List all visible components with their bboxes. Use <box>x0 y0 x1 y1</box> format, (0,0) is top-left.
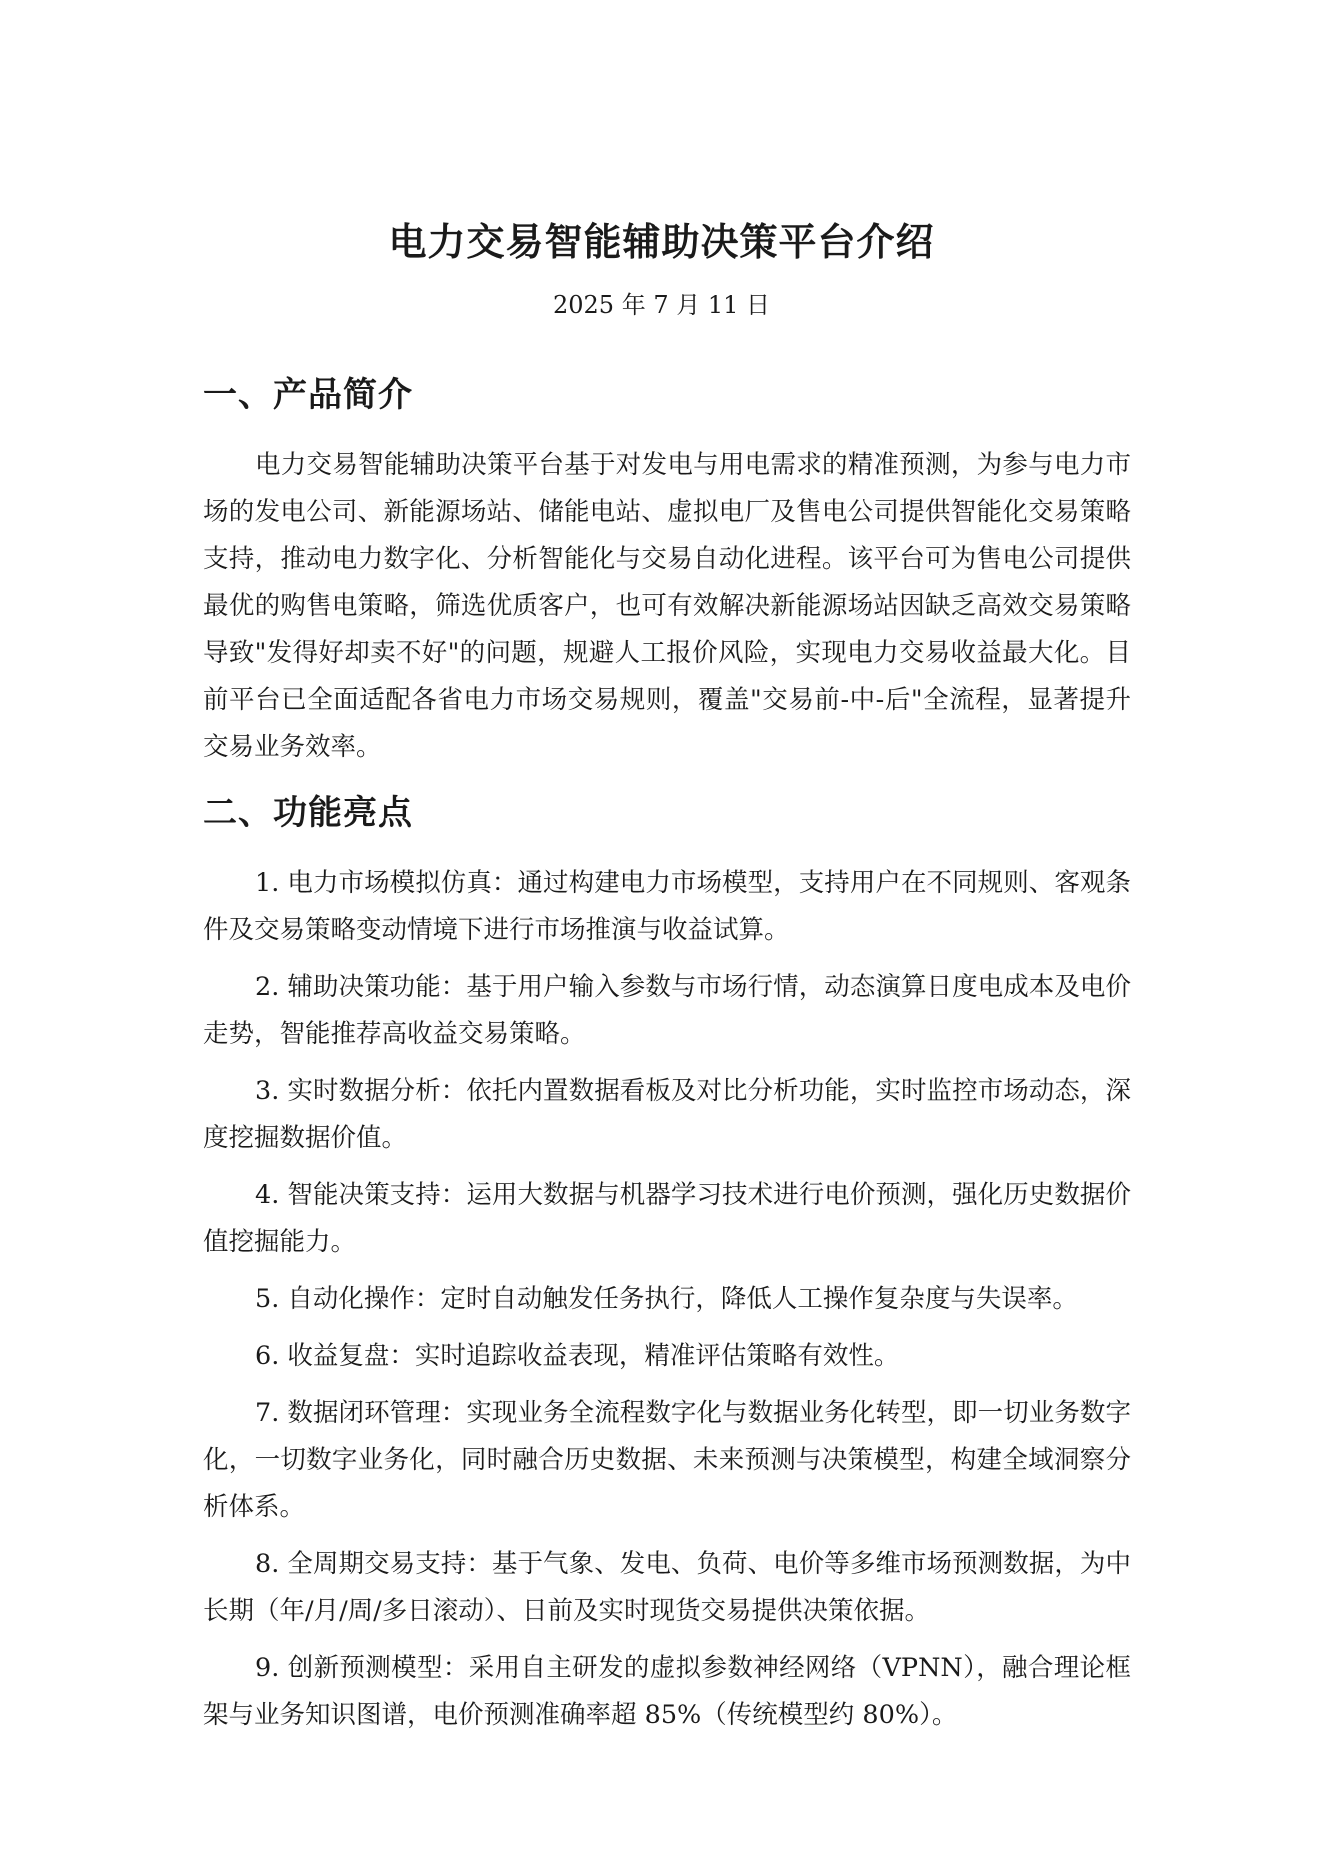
feature-list <box>203 860 1131 1749</box>
feature-text: 辅助决策功能：基于用户输入参数与市场行情，动态演算日度电成本及电价走势，智能推荐高收益交易策略。 <box>203 972 1131 1049</box>
feature-text: 智能决策支持：运用大数据与机器学习技术进行电价预测，强化历史数据价值挖掘能力。 <box>203 1180 1131 1257</box>
feature-item <box>203 1333 1131 1380</box>
section-heading-intro: 一、产品简介 <box>203 375 413 415</box>
page-title: 电力交易智能辅助决策平台介绍 <box>388 220 935 264</box>
feature-item <box>203 1172 1131 1266</box>
feature-number: 6. <box>255 1341 280 1371</box>
feature-number: 7. <box>255 1398 280 1428</box>
feature-number: 3. <box>255 1076 280 1106</box>
feature-item <box>203 964 1131 1058</box>
feature-text: 收益复盘：实时追踪收益表现，精准评估策略有效性。 <box>287 1341 900 1371</box>
feature-item <box>203 1645 1131 1739</box>
feature-text: 全周期交易支持：基于气象、发电、负荷、电价等多维市场预测数据，为中长期（年/月/周/多日滚动）、日前及实时现货交易提供决策依据。 <box>203 1549 1131 1626</box>
feature-number: 8. <box>255 1549 280 1579</box>
feature-text: 自动化操作：定时自动触发任务执行，降低人工操作复杂度与失误率。 <box>287 1284 1078 1314</box>
feature-text: 实时数据分析：依托内置数据看板及对比分析功能，实时监控市场动态，深度挖掘数据价值。 <box>203 1076 1131 1153</box>
feature-item <box>203 860 1131 954</box>
feature-number: 2. <box>255 972 280 1002</box>
feature-item <box>203 1541 1131 1635</box>
feature-text: 电力市场模拟仿真：通过构建电力市场模型，支持用户在不同规则、客观条件及交易策略变动情境下进行市场推演与收益试算。 <box>203 868 1131 945</box>
feature-number: 4. <box>255 1180 280 1210</box>
feature-item <box>203 1068 1131 1162</box>
intro-paragraph: 电力交易智能辅助决策平台基于对发电与用电需求的精准预测，为参与电力市场的发电公司、新能源场站、储能电站、虚拟电厂及售电公司提供智能化交易策略支持，推动电力数字化、分析智能化与交易自动化进程。该平台可为售电公司提供最优的购售电策略，筛选优质客户，也可有效解决新能源场站因缺乏高效交易策略导致"发得好却卖不好"的问题，规避人工报价风险，实现电力交易收益最大化。目前平台已全面适配各省电力市场交易规则，覆盖"交易前-中-后"全流程，显著提升交易业务效率。 <box>203 450 1131 762</box>
feature-item <box>203 1276 1131 1323</box>
feature-number: 9. <box>255 1653 280 1683</box>
feature-number: 5. <box>255 1284 280 1314</box>
document-date: 2025 年 7 月 11 日 <box>552 291 771 319</box>
feature-text: 创新预测模型：采用自主研发的虚拟参数神经网络（VPNN），融合理论框架与业务知识图谱，电价预测准确率超 85%（传统模型约 80%）。 <box>203 1653 1131 1730</box>
feature-text: 数据闭环管理：实现业务全流程数字化与数据业务化转型，即一切业务数字化，一切数字业务化，同时融合历史数据、未来预测与决策模型，构建全域洞察分析体系。 <box>203 1398 1131 1522</box>
feature-number: 1. <box>255 868 280 898</box>
feature-item <box>203 1390 1131 1531</box>
section-heading-features: 二、功能亮点 <box>203 793 413 833</box>
